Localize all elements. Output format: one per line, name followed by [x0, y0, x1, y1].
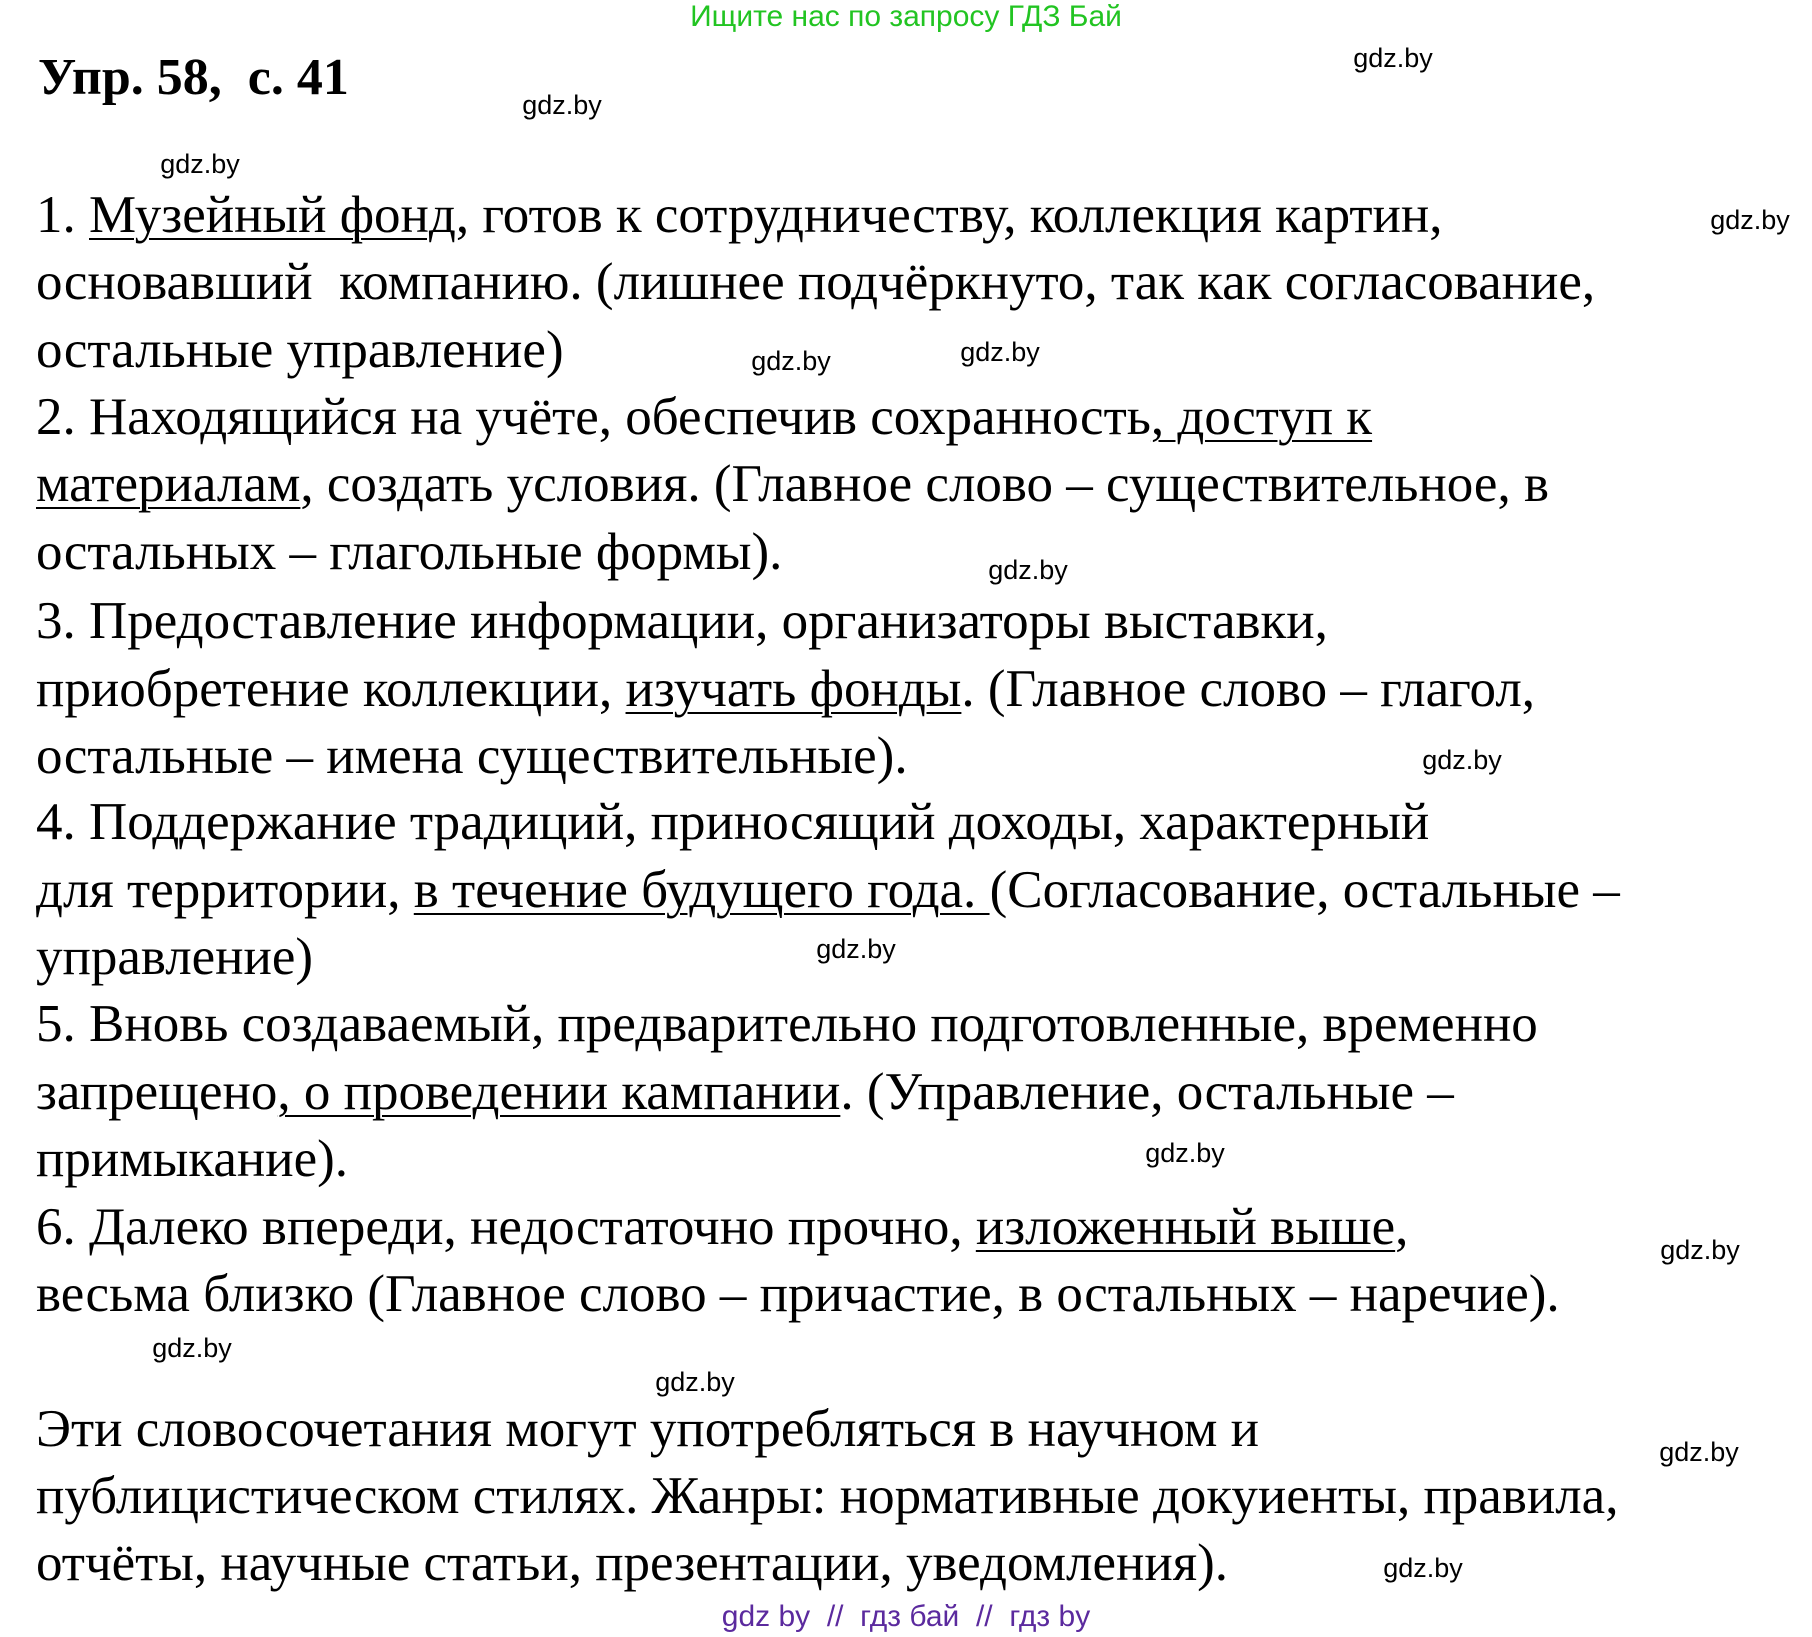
text-line — [36, 1063, 1454, 1121]
text-line — [36, 995, 1538, 1053]
watermark: gdz.by — [1422, 745, 1502, 775]
text-segment: остальные – имена существительные). — [36, 727, 908, 785]
watermark: gdz.by — [751, 346, 831, 376]
watermark: gdz.by — [1383, 1553, 1463, 1583]
text-segment: 1. — [36, 186, 89, 244]
text-line — [36, 592, 1328, 650]
watermark: gdz.by — [988, 555, 1068, 585]
watermark: gdz.by — [655, 1367, 735, 1397]
text-segment: остальных – глагольные формы). — [36, 523, 783, 581]
exercise-title: Упр. 58, с. 41 — [38, 49, 349, 106]
text-line — [36, 455, 1549, 513]
text-segment: 5. Вновь создаваемый, предварительно подготовленные, временно — [36, 995, 1538, 1053]
text-segment: . (Главное слово – глагол, — [961, 660, 1536, 718]
search-hint-banner: Ищите нас по запросу ГДЗ Бай — [690, 0, 1122, 33]
watermark: gdz.by — [1353, 43, 1433, 73]
text-segment: 6. Далеко впереди, недостаточно прочно, — [36, 1198, 976, 1256]
text-line — [36, 1265, 1560, 1323]
watermark: gdz.by — [1659, 1437, 1739, 1467]
text-line — [36, 1400, 1260, 1458]
text-line — [36, 660, 1536, 718]
text-segment: 4. Поддержание традиций, приносящий доходы, характерный — [36, 793, 1430, 851]
text-segment: . (Управление, остальные – — [840, 1063, 1454, 1121]
footer-banner: gdz by // гдз бай // гдз by — [721, 1600, 1091, 1633]
text-segment: Эти словосочетания могут употребляться в научном и — [36, 1400, 1260, 1458]
text-line — [36, 1534, 1228, 1592]
text-line — [36, 523, 783, 581]
text-segment: 3. Предоставление информации, организаторы выставки, — [36, 592, 1328, 650]
text-segment: остальные управление) — [36, 321, 564, 379]
underlined-phrase: изучать фонды — [625, 660, 962, 718]
text-line — [36, 793, 1430, 851]
text-segment: 2. Находящийся на учёте, обеспечив сохранность — [36, 388, 1151, 446]
underlined-phrase: изложенный выше — [975, 1198, 1396, 1256]
text-segment: приобретение коллекции, — [36, 660, 626, 718]
text-line — [36, 388, 1373, 446]
text-segment: примыкание). — [36, 1130, 348, 1188]
text-segment: управление) — [36, 928, 314, 986]
text-segment: , готов к сотрудничеству, коллекция картин, — [455, 186, 1443, 244]
watermark: gdz.by — [1660, 1235, 1740, 1265]
text-line — [36, 186, 1443, 244]
watermark: gdz.by — [960, 337, 1040, 367]
underlined-phrase: в течение будущего года. — [413, 861, 990, 919]
text-segment: весьма близко (Главное слово – причастие, в остальных – наречие). — [36, 1265, 1560, 1323]
text-segment: , — [1395, 1198, 1409, 1256]
text-line — [36, 727, 908, 785]
text-segment: публицистическом стилях. Жанры: нормативные докуиенты, правила, — [36, 1467, 1619, 1525]
text-segment: (Согласование, остальные – — [989, 861, 1620, 919]
watermark: gdz.by — [1145, 1138, 1225, 1168]
text-segment: для территории, — [36, 861, 414, 919]
text-line — [36, 1198, 1409, 1256]
text-segment: основавший компанию. (лишнее подчёркнуто, так как согласование, — [36, 253, 1596, 311]
text-line — [36, 1130, 348, 1188]
watermark: gdz.by — [160, 149, 240, 179]
text-segment: запрещено — [36, 1063, 278, 1121]
text-line — [36, 1467, 1619, 1525]
text-line — [36, 253, 1596, 311]
text-line — [36, 928, 314, 986]
text-segment: отчёты, научные статьи, презентации, уведомления). — [36, 1534, 1228, 1592]
watermark: gdz.by — [152, 1333, 232, 1363]
watermark: gdz.by — [522, 90, 602, 120]
text-segment: , создать условия. (Главное слово – существительное, в — [300, 455, 1549, 513]
underlined-phrase: материалам — [36, 455, 301, 513]
text-line — [36, 321, 564, 379]
text-line — [36, 861, 1620, 919]
watermark: gdz.by — [1710, 205, 1790, 235]
underlined-phrase: , доступ к — [1150, 388, 1373, 446]
underlined-phrase: Музейный фонд — [89, 186, 456, 244]
underlined-phrase: , о проведении кампании — [277, 1063, 841, 1121]
watermark: gdz.by — [816, 934, 896, 964]
